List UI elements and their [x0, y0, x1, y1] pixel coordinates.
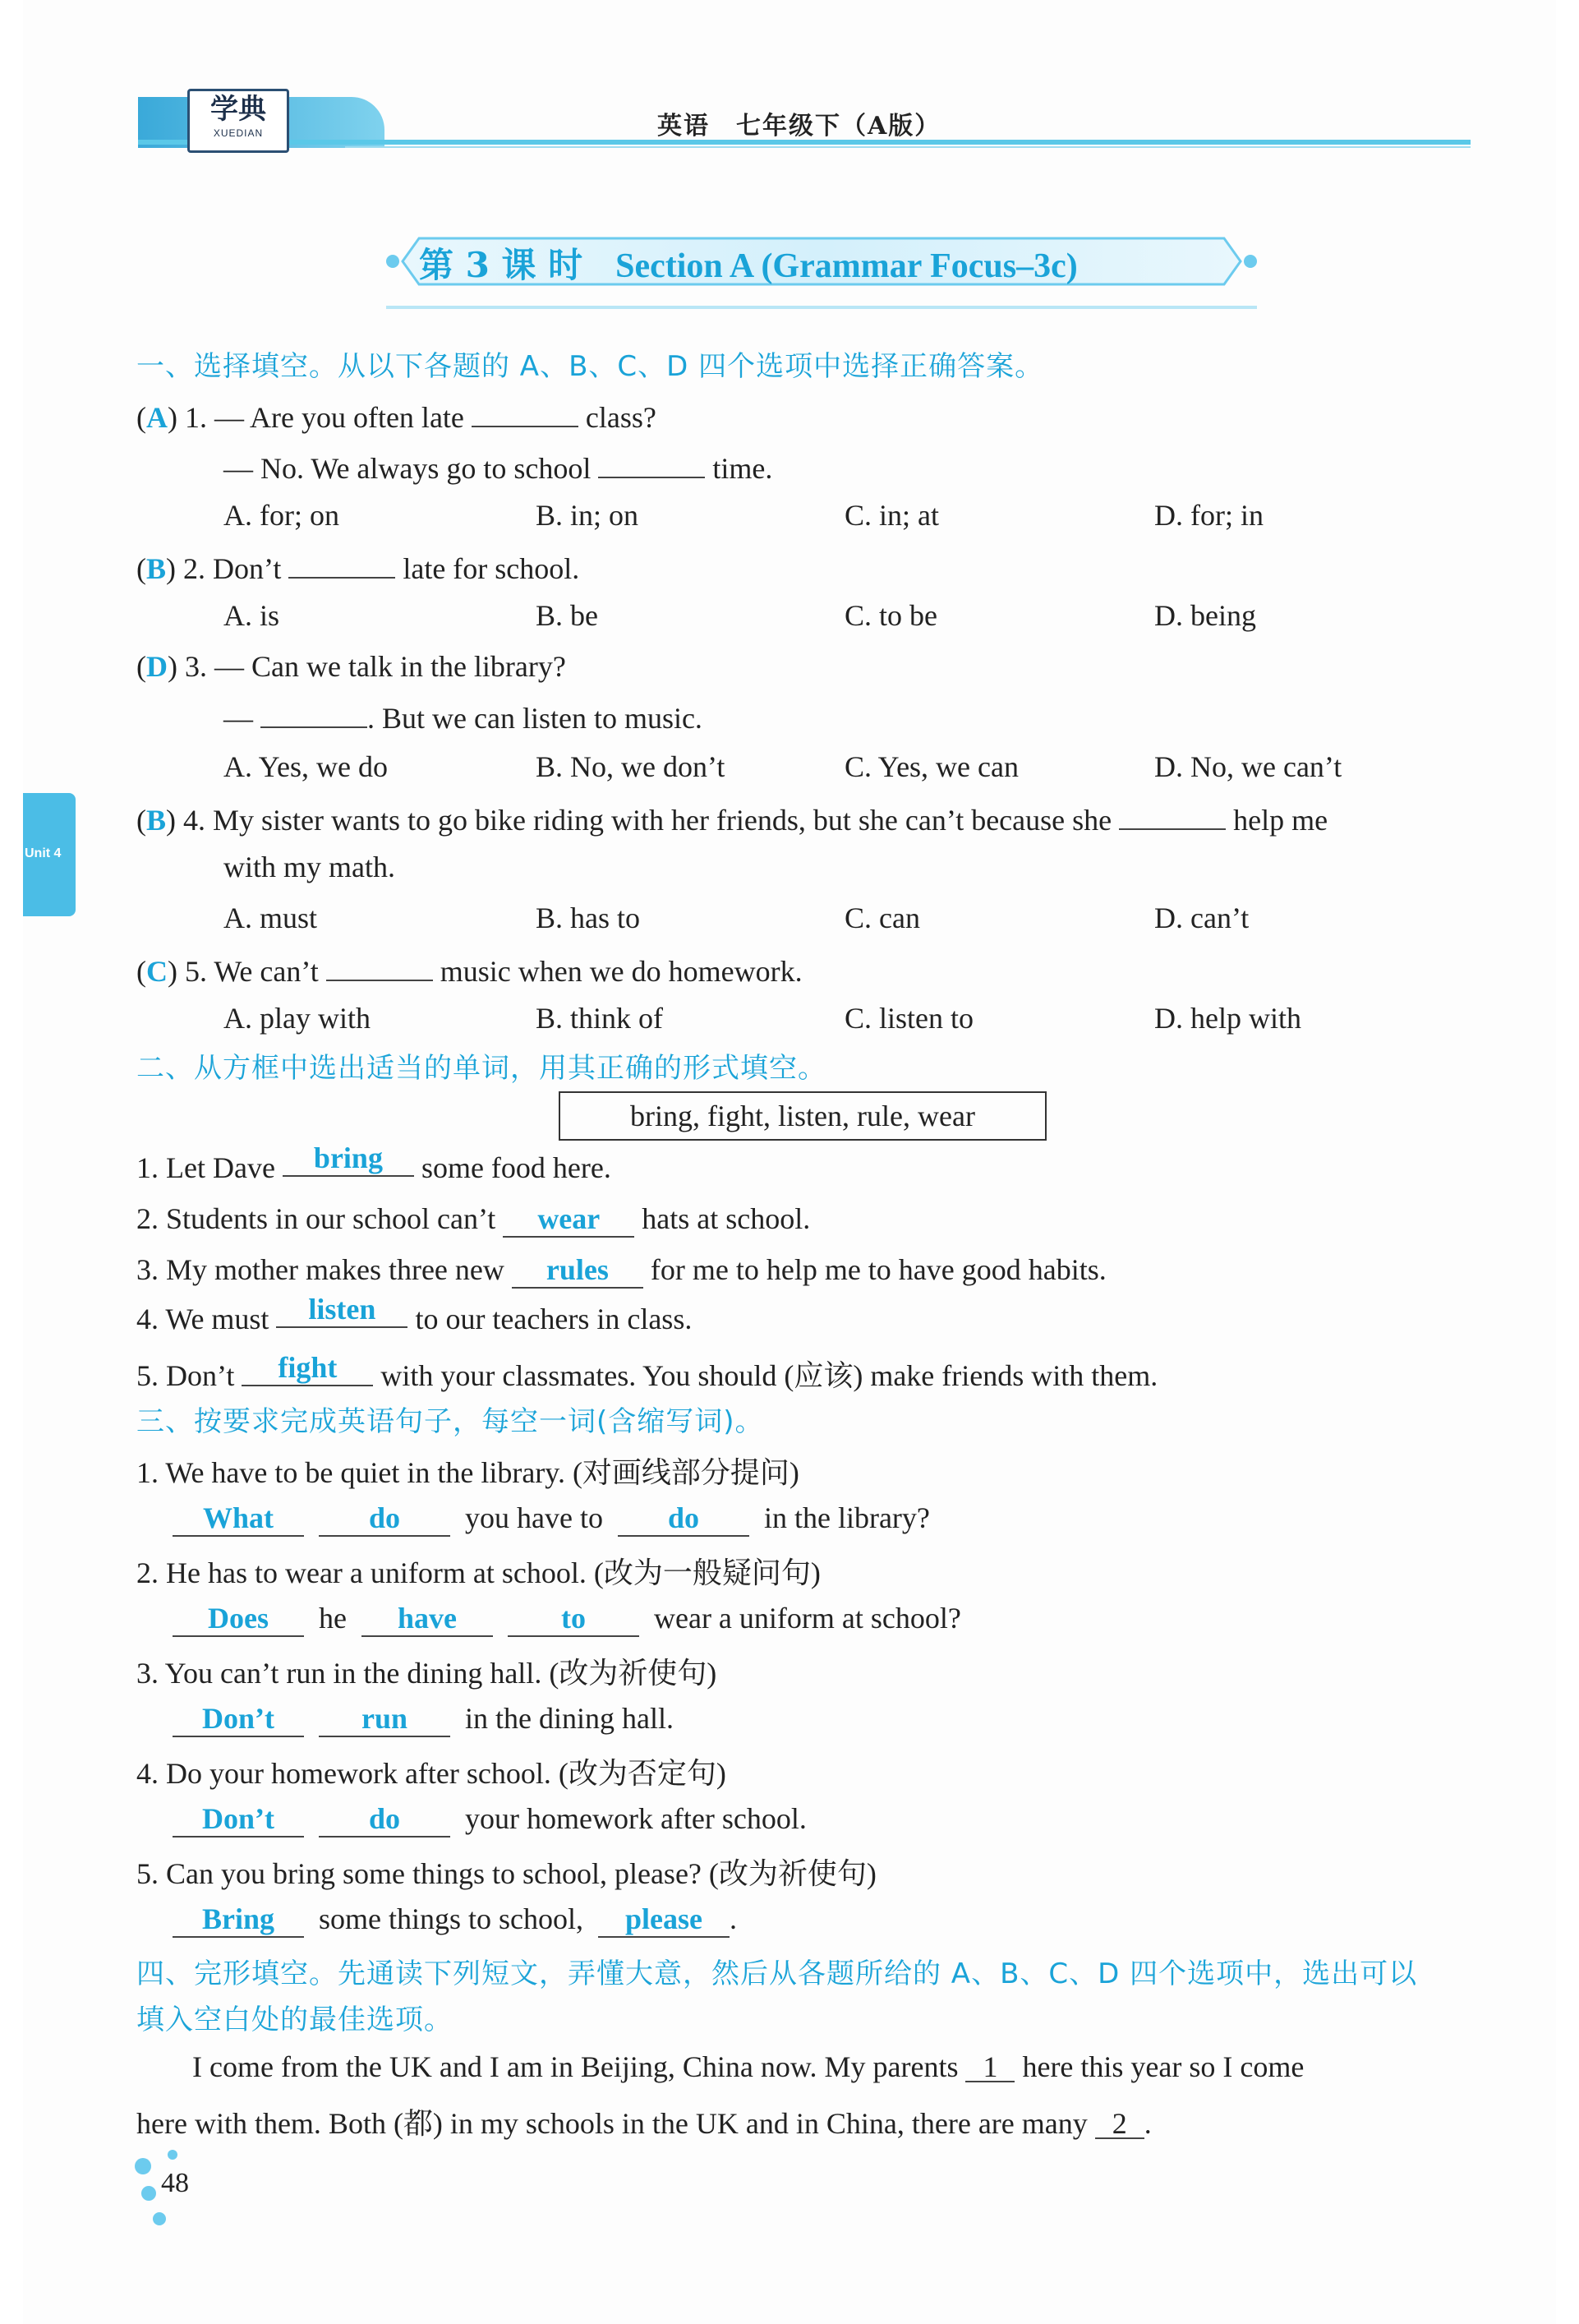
- r4-blank-2: do: [319, 1801, 450, 1838]
- question-4-cont: with my math.: [223, 851, 395, 883]
- fill-1-answer: bring: [283, 1141, 414, 1177]
- q4-stem-after: help me: [1233, 804, 1328, 837]
- part1-heading: 一、选择填空。从以下各题的 A、B、C、D 四个选项中选择正确答案。: [136, 350, 1044, 383]
- fill-1-after: some food here.: [421, 1151, 611, 1184]
- r5-text-2: .: [730, 1902, 737, 1935]
- q2-stem-after: late for school.: [403, 552, 580, 585]
- q2-option-a: A. is: [223, 599, 280, 632]
- q5-option-d: D. help with: [1154, 1002, 1301, 1035]
- fill-item-5: [136, 1353, 1158, 1395]
- q3-answer: D: [146, 650, 168, 683]
- book-title: 英语 七年级下（A版）: [657, 112, 941, 141]
- r1-blank-2: do: [319, 1501, 450, 1537]
- cloze-blank-2: 2: [1095, 2110, 1144, 2139]
- fill-3-before: 3. My mother makes three new: [136, 1253, 504, 1286]
- fill-4-before: 4. We must: [136, 1303, 269, 1335]
- r5-blank-2: please: [598, 1902, 730, 1938]
- rewrite-prompt-2: 2. He has to wear a uniform at school. (改为一般疑问句): [136, 1556, 821, 1589]
- r3-blank-1: Don’t: [173, 1701, 304, 1737]
- q4-answer: B: [146, 804, 167, 837]
- cloze-line-1: [192, 2050, 1304, 2084]
- question-1-reply: [223, 449, 772, 486]
- q4-option-c: C. can: [845, 901, 920, 934]
- q5-option-c: C. listen to: [845, 1002, 974, 1035]
- q2-blank: [288, 549, 395, 579]
- rewrite-answer-2: [173, 1601, 961, 1637]
- q5-stem-after: music when we do homework.: [440, 955, 803, 988]
- q1-stem: ) 1. — Are you often late: [168, 401, 464, 434]
- rewrite-answer-1: [173, 1501, 930, 1537]
- fill-2-answer: wear: [503, 1201, 634, 1238]
- q3-line2: —: [223, 702, 253, 735]
- footer-dot: [141, 2186, 156, 2201]
- r4-blank-1: Don’t: [173, 1801, 304, 1838]
- q3-option-c: C. Yes, we can: [845, 750, 1019, 783]
- q3-blank: [260, 699, 367, 728]
- r1-text-1: you have to: [465, 1501, 603, 1534]
- q3-option-b: B. No, we don’t: [536, 750, 725, 783]
- q1-option-c: C. in; at: [845, 499, 939, 532]
- question-5: (C) 5. We can’t music when we do homework.: [136, 952, 803, 989]
- lesson-section: Section A (Grammar Focus–3c): [615, 247, 1078, 285]
- q2-option-d: D. being: [1154, 599, 1256, 632]
- logo-subtext: XUEDIAN: [213, 127, 264, 139]
- q1-blank2: [598, 449, 705, 478]
- q5-blank: [326, 952, 433, 981]
- rewrite-prompt-5: 5. Can you bring some things to school, please? (改为祈使句): [136, 1857, 877, 1890]
- fill-3-after: for me to help me to have good habits.: [650, 1253, 1107, 1286]
- q1-stem-after: class?: [585, 401, 656, 434]
- cloze-text-2b: .: [1144, 2107, 1152, 2140]
- question-1: (A) 1. — Are you often late class?: [136, 398, 656, 435]
- page-number: 48: [161, 2168, 189, 2198]
- q1-blank: [472, 398, 578, 427]
- q1-option-a: A. for; on: [223, 499, 339, 532]
- q5-option-a: A. play with: [223, 1002, 371, 1035]
- header-rule-thin: [345, 146, 1471, 148]
- r5-blank-1: Bring: [173, 1902, 304, 1938]
- r1-text-2: in the library?: [763, 1501, 930, 1534]
- r2-text-2: wear a uniform at school?: [653, 1602, 961, 1635]
- r3-blank-2: run: [319, 1701, 450, 1737]
- fill-5-after: with your classmates. You should (应该) make friends with them.: [380, 1359, 1158, 1392]
- rewrite-prompt-3: 3. You can’t run in the dining hall. (改为祈使句): [136, 1657, 717, 1690]
- fill-item-1: [136, 1141, 611, 1187]
- lesson-label: 第 3 课 时: [419, 245, 583, 285]
- rewrite-answer-3: [173, 1701, 674, 1737]
- r5-text-1: some things to school,: [319, 1902, 583, 1935]
- cloze-text-2a: here with them. Both (都) in my schools in the UK and in China, there are many: [136, 2107, 1088, 2140]
- q4-option-d: D. can’t: [1154, 901, 1250, 934]
- fill-5-answer: fight: [242, 1350, 373, 1386]
- q1-option-b: B. in; on: [536, 499, 639, 532]
- q2-option-c: C. to be: [845, 599, 937, 632]
- cloze-text-1b: here this year so I come: [1022, 2050, 1305, 2083]
- fill-item-2: [136, 1201, 810, 1238]
- question-2: (B) 2. Don’t late for school.: [136, 549, 579, 586]
- r3-text-1: in the dining hall.: [465, 1702, 674, 1735]
- r2-blank-1: Does: [173, 1601, 304, 1637]
- fill-3-answer: rules: [512, 1252, 643, 1289]
- q2-stem: ) 2. Don’t: [166, 552, 282, 585]
- q3-option-a: A. Yes, we do: [223, 750, 389, 783]
- q1-option-d: D. for; in: [1154, 499, 1264, 532]
- word-box: bring, fight, listen, rule, wear: [559, 1091, 1047, 1141]
- rewrite-prompt-4: 4. Do your homework after school. (改为否定句): [136, 1757, 726, 1790]
- q2-answer: B: [146, 552, 167, 585]
- fill-5-before: 5. Don’t: [136, 1359, 235, 1392]
- rewrite-answer-5: [173, 1902, 737, 1938]
- cloze-blank-1: 1: [965, 2053, 1015, 2082]
- footer-dot: [135, 2158, 151, 2174]
- fill-1-before: 1. Let Dave: [136, 1151, 275, 1184]
- r2-blank-2: have: [361, 1601, 493, 1637]
- fill-4-answer: listen: [276, 1292, 407, 1328]
- q4-blank: [1119, 800, 1226, 830]
- q1-answer: A: [146, 401, 168, 434]
- lesson-title: [419, 238, 1078, 288]
- r1-blank-1: What: [173, 1501, 304, 1537]
- question-3: (D) 3. — Can we talk in the library?: [136, 650, 566, 683]
- question-4: (B) 4. My sister wants to go bike riding with her friends, but she can’t because she help me: [136, 800, 1328, 837]
- question-3-reply: [223, 699, 702, 735]
- q4-option-b: B. has to: [536, 901, 641, 934]
- q5-option-b: B. think of: [536, 1002, 664, 1035]
- logo-text: 学典: [210, 93, 266, 126]
- part4-heading-line1: 四、完形填空。先通读下列短文，弄懂大意，然后从各题所给的 A、B、C、D 四个选项中，选出可以: [136, 1957, 1418, 1990]
- cloze-text-1a: I come from the UK and I am in Beijing, China now. My parents: [192, 2050, 959, 2083]
- q3-option-d: D. No, we can’t: [1154, 750, 1342, 783]
- part4-heading-line2: 填入空白处的最佳选项。: [136, 2004, 453, 2036]
- fill-2-before: 2. Students in our school can’t: [136, 1202, 496, 1235]
- q1-line2-after: time.: [712, 452, 773, 485]
- r4-text-1: your homework after school.: [465, 1802, 807, 1835]
- logo: [187, 89, 289, 153]
- fill-4-after: to our teachers in class.: [415, 1303, 693, 1335]
- part3-heading: 三、按要求完成英语句子，每空一词(含缩写词)。: [136, 1405, 764, 1438]
- q3-line2-after: . But we can listen to music.: [367, 702, 702, 735]
- q3-stem: ) 3. — Can we talk in the library?: [168, 650, 566, 683]
- unit-side-tab-label: Unit 4: [25, 846, 62, 860]
- q2-option-b: B. be: [536, 599, 598, 632]
- q4-option-a: A. must: [223, 901, 318, 934]
- part2-heading: 二、从方框中选出适当的单词，用其正确的形式填空。: [136, 1052, 826, 1085]
- q1-line2: — No. We always go to school: [223, 452, 592, 485]
- rewrite-prompt-1: 1. We have to be quiet in the library. (对画线部分提问): [136, 1456, 799, 1489]
- r2-blank-3: to: [508, 1601, 639, 1637]
- q5-answer: C: [146, 955, 168, 988]
- r2-text-1: he: [319, 1602, 347, 1635]
- q4-stem: ) 4. My sister wants to go bike riding with her friends, but she can’t because she: [166, 804, 1112, 837]
- fill-item-3: [136, 1252, 1107, 1289]
- fill-item-4: [136, 1293, 693, 1338]
- r1-blank-3: do: [618, 1501, 749, 1537]
- rewrite-answer-4: [173, 1801, 807, 1838]
- q5-stem: ) 5. We can’t: [168, 955, 319, 988]
- cloze-line-2: [136, 2100, 1152, 2142]
- footer-dot: [168, 2150, 177, 2160]
- footer-dot: [153, 2212, 166, 2225]
- fill-2-after: hats at school.: [642, 1202, 811, 1235]
